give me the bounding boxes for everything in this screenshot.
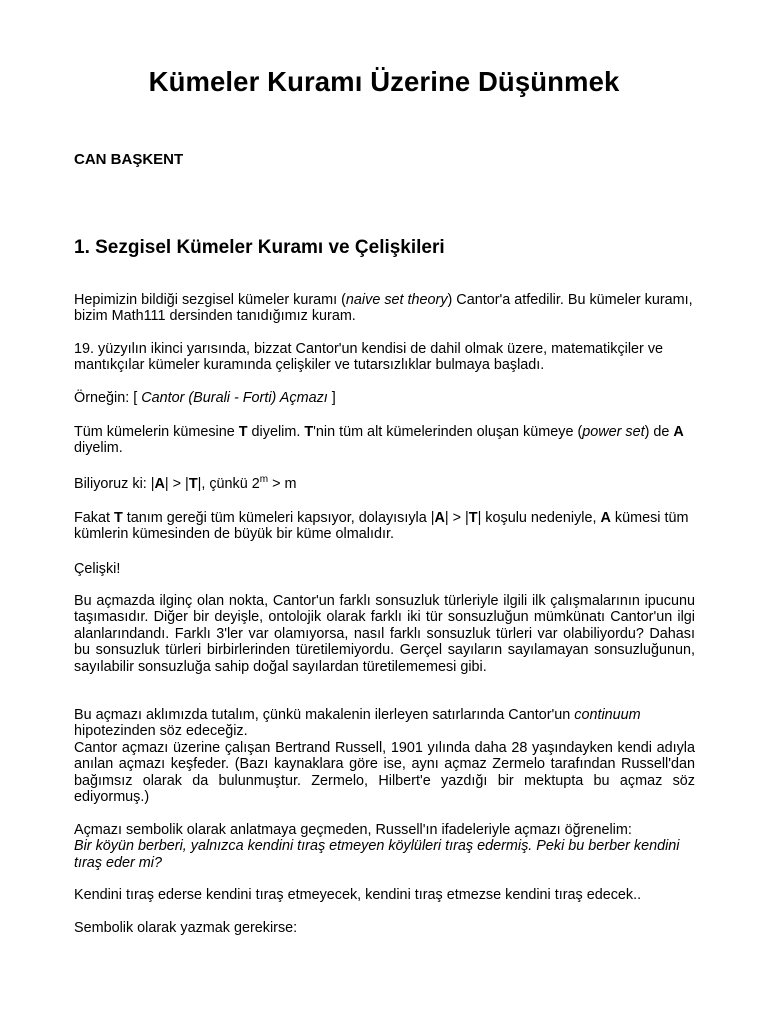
text-run: Bu açmazı aklımızda tutalım, çünkü makalenin ilerleyen satırlarında Cantor'un [74, 707, 575, 723]
text-run: ) Cantor'a atfedilir. Bu kümeler kuramı, bizim Math111 dersinden tanıdığımız kuram. [74, 292, 693, 325]
bold-symbol: A [434, 510, 445, 526]
paragraph-4 [74, 424, 695, 457]
paragraph-3 [74, 390, 695, 406]
text-run: > m [268, 476, 297, 492]
text-run: ] [327, 390, 336, 406]
paragraph-6 [74, 510, 695, 543]
bold-symbol: T [468, 510, 478, 526]
text-run: | > | [444, 510, 469, 526]
paragraph-7: Çelişki! [74, 561, 121, 577]
italic-term: Cantor (Burali - Forti) Açmazı [141, 390, 328, 406]
italic-term: continuum [574, 707, 641, 723]
bold-symbol: T [188, 476, 198, 492]
text-run: |, çünkü 2 [197, 476, 260, 492]
text-run: Biliyoruz ki: | [74, 476, 155, 492]
paragraph-12: Kendini tıraş ederse kendini tıraş etmeyecek, kendini tıraş etmezse kendini tıraş edecek.. [74, 887, 642, 903]
text-run: Fakat [74, 510, 114, 526]
paragraph-2: 19. yüzyılın ikinci yarısında, bizzat Cantor'un kendisi de dahil olmak üzere, matematikçiler ve mantıkçılar kümeler kuramında çelişkiler ve tutarsızlıklar bulmaya başladı. [74, 341, 664, 374]
text-run: Açmazı sembolik olarak anlatmaya geçmeden, Russell'ın ifadeleriyle açmazı öğrenelim: [74, 822, 632, 838]
bold-symbol: T [114, 510, 123, 526]
text-run: | koşulu nedeniyle, [477, 510, 601, 526]
bold-symbol: A [600, 510, 611, 526]
text-run: hipotezinden söz edeceğiz. [74, 723, 248, 740]
bold-symbol: A [673, 424, 684, 440]
text-run: kümesi tüm kümlerin kümesinden de büyük bir küme olmalıdır. [74, 510, 689, 543]
paragraph-13: Sembolik olarak yazmak gerekirse: [74, 920, 298, 936]
paragraph-11 [74, 822, 695, 871]
bold-symbol: T [238, 424, 248, 440]
text-run: Örneğin: [ [74, 390, 142, 406]
text-run: 'nin tüm alt kümelerinden oluşan kümeye ( [313, 424, 583, 440]
document-title: Kümeler Kuramı Üzerine Düşünmek [148, 66, 620, 97]
text-run: Tüm kümelerin kümesine [74, 424, 239, 440]
text-run: ) de [644, 424, 674, 440]
text-run: diyelim. [247, 424, 305, 440]
text-run: | > | [164, 476, 189, 492]
italic-quote: Bir köyün berberi, yalnızca kendini tıraş etmeyen köylüleri tıraş edermiş. Peki bu berber kendini tıraş eder mi? [74, 838, 680, 871]
paragraph-9 [74, 707, 695, 740]
text-run: tanım gereği tüm kümeleri kapsıyor, dolayısıyla | [122, 510, 435, 526]
superscript: m [259, 474, 269, 485]
italic-term: naive set theory [345, 292, 448, 308]
author-name: CAN BAŞKENT [74, 151, 184, 168]
section-heading: 1. Sezgisel Kümeler Kuramı ve Çelişkileri [74, 237, 445, 258]
paragraph-1 [74, 292, 695, 325]
paragraph-5 [74, 476, 695, 492]
text-run: Hepimizin bildiği sezgisel kümeler kuramı ( [74, 292, 346, 308]
italic-term: power set [582, 424, 645, 440]
text-run: diyelim. [74, 440, 123, 457]
paragraph-10: Cantor açmazı üzerine çalışan Bertrand Russell, 1901 yılında daha 28 yaşındayken kendi adıyla anılan açmazı keşfeder. (Bazı kaynaklara göre ise, aynı açmaz Zermelo tarafından Russell'dan bağımsız olarak da bulunmuştur. Zermelo, Hilbert'e yazdığı bir mektupta bu açmaz söz ediyormuş.) [74, 740, 695, 806]
paragraph-8: Bu açmazda ilginç olan nokta, Cantor'un farklı sonsuzluk türleriyle ilgili ilk çalışmalarının ipucunu taşımasıdır. Diğer bir deyişle, ontolojik olarak farklı iki tür sonsuzluğun mümkünatı Cantor'un ilgi alanlarındandı. Farklı 3'ler var olamıyorsa, nasıl farklı sonsuzluk türleri var olabiliyordu? Dahası bu sonsuzluk türleri birbirlerinden türetilemiyordu. Gerçel sayıların sayılamayan sonsuzluğunun, sayılabilir sonsuzluğa sahip doğal sayılardan türetilememesi gibi. [74, 593, 695, 675]
bold-symbol: A [154, 476, 165, 492]
bold-symbol: T [304, 424, 314, 440]
